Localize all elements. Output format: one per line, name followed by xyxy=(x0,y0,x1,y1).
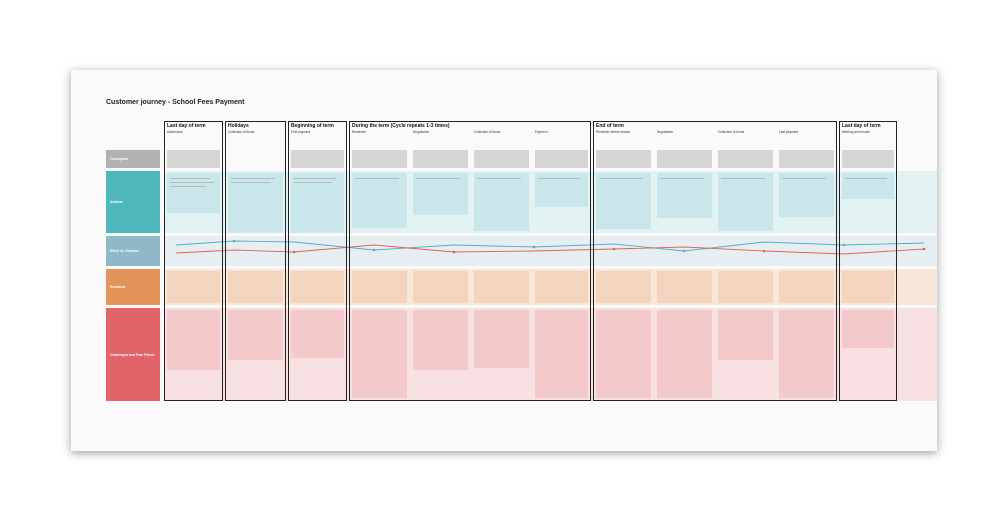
row-label-effort xyxy=(106,236,160,266)
emotion-card xyxy=(352,271,407,303)
challenge-card xyxy=(474,310,529,368)
row-label-effort-text: Effort vs. Emotion xyxy=(110,249,140,253)
card-text-line xyxy=(231,182,271,183)
row-label-emotions xyxy=(106,269,160,305)
challenge-card xyxy=(535,310,588,398)
challenge-card xyxy=(842,310,894,348)
card-text-line xyxy=(416,178,460,179)
challenge-card xyxy=(291,310,344,358)
action-card xyxy=(718,173,773,231)
stage-title: End of term xyxy=(596,123,624,129)
stage-sub-label: Last payment xyxy=(779,130,799,134)
challenge-card xyxy=(413,310,468,370)
challenge-card xyxy=(779,310,834,398)
touchpoint-card xyxy=(718,150,773,168)
card-text-line xyxy=(170,178,210,179)
action-card xyxy=(842,173,894,199)
card-text-line xyxy=(538,178,580,179)
action-card xyxy=(474,173,529,231)
stage-title: Beginning of term xyxy=(291,123,334,129)
touchpoint-card xyxy=(352,150,407,168)
action-card xyxy=(352,173,407,228)
stage-title: Last day of term xyxy=(167,123,206,129)
card-text-line xyxy=(170,186,206,187)
touchpoint-card xyxy=(474,150,529,168)
card-text-line xyxy=(845,178,887,179)
card-text-line xyxy=(294,178,336,179)
action-card xyxy=(596,173,651,229)
stage-sub-label: Collection of funds xyxy=(474,130,501,134)
touchpoint-card xyxy=(413,150,468,168)
row-label-touchpoint-text: Touchpoint xyxy=(110,157,129,161)
touchpoint-card xyxy=(167,150,220,168)
stage-sub-label: Negotiation xyxy=(657,130,674,134)
challenge-card xyxy=(228,310,283,360)
emotion-card xyxy=(167,271,220,303)
stage-sub-label: Awareness xyxy=(167,130,183,134)
card-text-line xyxy=(782,178,826,179)
emotion-card xyxy=(779,271,834,303)
card-text-line xyxy=(660,178,704,179)
emotion-card xyxy=(291,271,344,303)
stage-title: During the term (Cycle repeats 1-3 times) xyxy=(352,123,450,129)
row-label-actions xyxy=(106,171,160,233)
emotion-card xyxy=(596,271,651,303)
card-text-line xyxy=(231,178,275,179)
emotion-card xyxy=(842,271,894,303)
stage-sub-label: Collection of funds xyxy=(718,130,745,134)
journey-map-board xyxy=(71,70,937,451)
touchpoint-card xyxy=(596,150,651,168)
card-text-line xyxy=(294,182,332,183)
action-card xyxy=(413,173,468,215)
emotion-card xyxy=(413,271,468,303)
action-card xyxy=(657,173,712,218)
touchpoint-card xyxy=(657,150,712,168)
row-label-challenges-text: Challenges and Pain Points xyxy=(110,352,155,357)
touchpoint-card xyxy=(842,150,894,168)
stage-sub-label: Payment xyxy=(535,130,548,134)
page-title: Customer journey - School Fees Payment xyxy=(106,99,245,106)
challenge-card xyxy=(352,310,407,398)
emotion-point xyxy=(923,248,926,251)
stage-sub-label: Reminder before exams xyxy=(596,130,631,134)
card-text-line xyxy=(721,178,765,179)
card-text-line xyxy=(355,178,399,179)
card-text-line xyxy=(599,178,643,179)
challenge-card xyxy=(596,310,651,398)
stage-title: Holidays xyxy=(228,123,249,129)
stage-sub-label: Meeting and results xyxy=(842,130,870,134)
card-text-line xyxy=(477,178,521,179)
touchpoint-card xyxy=(535,150,588,168)
emotion-card xyxy=(535,271,588,303)
challenge-card xyxy=(718,310,773,360)
touchpoint-card xyxy=(779,150,834,168)
challenge-card xyxy=(167,310,220,370)
emotion-card xyxy=(228,271,283,303)
touchpoint-card xyxy=(291,150,344,168)
row-label-actions-text: Actions xyxy=(110,200,123,204)
challenge-card xyxy=(657,310,712,398)
action-card xyxy=(779,173,834,217)
stage-sub-label: Negotiation xyxy=(413,130,430,134)
stage-sub-label: Reminder xyxy=(352,130,366,134)
stage-sub-label: First payment xyxy=(291,130,311,134)
emotion-card xyxy=(718,271,773,303)
emotion-card xyxy=(474,271,529,303)
stage-sub-label: Collection of funds xyxy=(228,130,255,134)
card-text-line xyxy=(170,182,214,183)
row-label-emotions-text: Emotions xyxy=(110,285,126,289)
row-label-challenges xyxy=(106,308,160,401)
emotion-card xyxy=(657,271,712,303)
row-label-touchpoint xyxy=(106,150,160,168)
stage-title: Last day of term xyxy=(842,123,881,129)
